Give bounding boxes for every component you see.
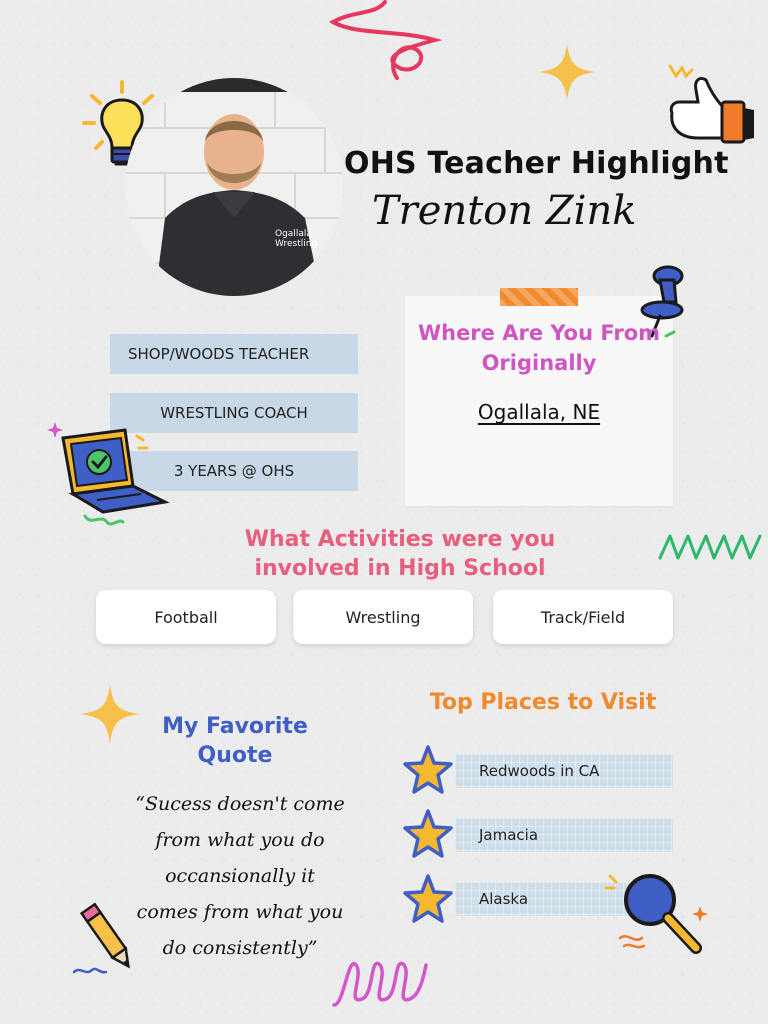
favorite-quote: [118, 786, 362, 966]
quote-heading-line1: My Favorite: [162, 714, 308, 739]
card-tape-decoration: [500, 288, 578, 306]
pencil-icon: [70, 900, 150, 980]
origin-heading-line1: Where Are You From: [417, 321, 661, 345]
star-icon: [402, 744, 454, 796]
place-label: Jamacia: [479, 826, 539, 844]
shirt-text-line1: Ogallala: [275, 229, 312, 239]
sparkle-icon: [537, 42, 597, 102]
star-icon: [402, 873, 454, 925]
place-label: Alaska: [479, 890, 529, 908]
activities-heading-line1: What Activities were you: [244, 527, 556, 552]
teacher-name: Trenton Zink: [372, 188, 637, 234]
laptop-check-icon: [45, 418, 170, 528]
quote-heading-line2: Quote: [197, 743, 273, 768]
places-heading: Top Places to Visit: [429, 690, 657, 715]
magnifying-glass-icon: [604, 866, 714, 966]
shirt-text-line2: Wrestling: [275, 239, 318, 249]
quote-line: comes from what you: [136, 901, 344, 923]
quote-line: do consistently”: [162, 937, 318, 959]
quote-line: from what you do: [155, 829, 325, 851]
place-item: [455, 818, 673, 852]
role-tag-wrestling: WRESTLING COACH: [110, 393, 358, 433]
page-title: OHS Teacher Highlight: [344, 146, 729, 181]
activities-heading: [200, 525, 600, 583]
zigzag-green-decoration: [658, 530, 766, 564]
teacher-photo: [125, 78, 343, 296]
origin-heading-line2: Originally: [481, 351, 597, 375]
origin-value: Ogallala, NE: [477, 400, 601, 424]
activity-football: Football: [96, 590, 276, 644]
squiggle-red-decoration: [325, 0, 445, 85]
activity-wrestling: Wrestling: [293, 590, 473, 644]
loops-pink-decoration: [330, 945, 430, 1015]
place-item: [455, 754, 673, 788]
quote-line: “Sucess doesn't come: [135, 793, 345, 815]
activities-heading-line2: involved in High School: [254, 556, 546, 581]
origin-heading: [405, 318, 673, 378]
quote-heading: [140, 712, 330, 770]
place-label: Redwoods in CA: [479, 762, 600, 780]
role-tag-shop: SHOP/WOODS TEACHER: [110, 334, 358, 374]
star-icon: [402, 808, 454, 860]
quote-line: occansionally it: [165, 865, 315, 887]
sparkle-icon: [78, 682, 142, 746]
activity-track-field: Track/Field: [493, 590, 673, 644]
thumbs-up-icon: [660, 58, 760, 158]
role-tag-years: 3 YEARS @ OHS: [110, 451, 358, 491]
